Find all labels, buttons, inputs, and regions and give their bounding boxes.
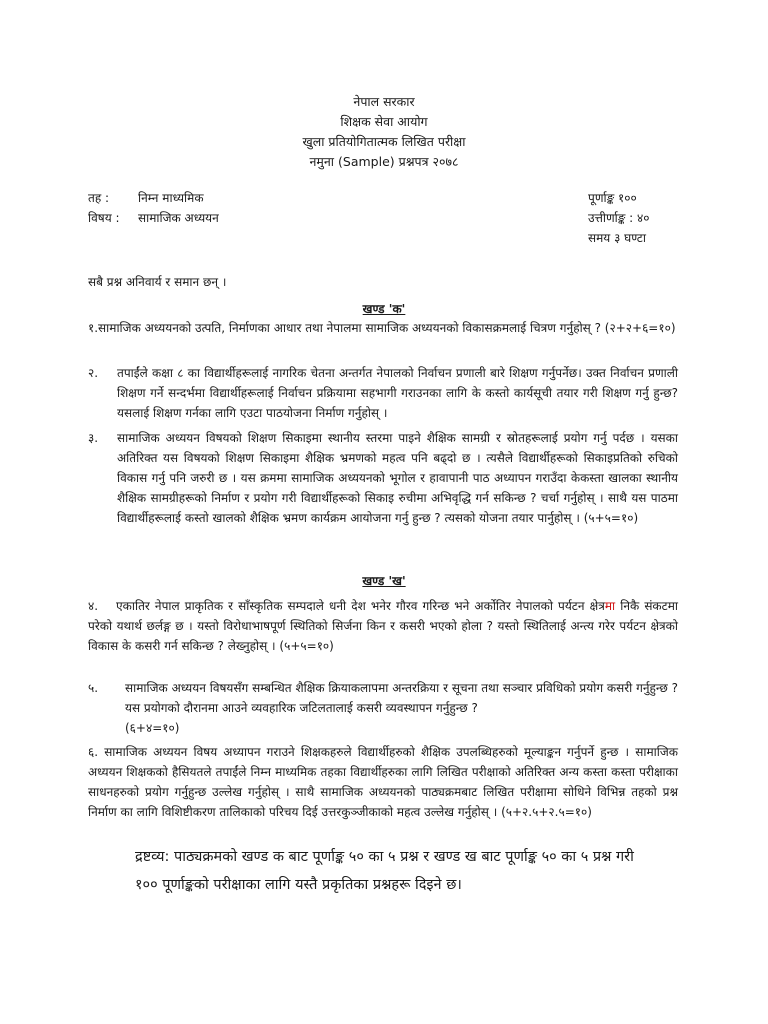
note-line-1: द्रष्टव्य: पाठ्यक्रमको खण्ड क बाट पूर्णाङ्क ५० का ५ प्रश्न र खण्ड ख बाट पूर्णाङ्क ५० का ५ प्रश्न गरी [135, 849, 634, 865]
question-3: सामाजिक अध्ययन विषयको शिक्षण सिकाइमा स्थानीय स्तरमा पाइने शैक्षिक सामग्री र स्रोतहरूलाई प्रयोग गर्नु पर्दछ । यसका अतिरिक्त यस विषयको शिक्षण सिकाइमा शैक्षिक भ्रमणको महत्व पनि बढ्दो छ । त्यसैले विद्यार्थीहरूको सिकाइप्रतिको रुचिको विकास गर्नु पनि जरुरी छ । यस क्रममा सामाजिक अध्ययनको भूगोल र हावापानी पाठ अध्यापन गराउँदा केकस्ता खालका स्थानीय शैक्षिक सामग्रीहरूको निर्माण र प्रयोग गरी विद्यार्थीहरूको सिकाइ रुचीमा अभिवृद्धि गर्न सकिन्छ ? चर्चा गर्नुहोस् । साथै यस पाठमा विद्यार्थीहरूलाई कस्तो खालको शैक्षिक भ्रमण कार्यक्रम आयोजना गर्नु हुन्छ ? त्यसको योजना तयार पार्नुहोस् । (५+५=१०) [117, 431, 678, 525]
instruction: सबै प्रश्न अनिवार्य र समान छन् । [88, 275, 227, 289]
question-4-highlight: मा [604, 599, 616, 613]
full-marks: पूर्णाङ्क १०० [588, 191, 637, 205]
level-value: निम्न माध्यमिक [138, 191, 204, 205]
question-6: ६. सामाजिक अध्ययन विषय अध्यापन गराउने शिक्षकहरुले विद्यार्थीहरुको शैक्षिक उपलब्धिहरुको मूल्याङ्कन गर्नुपर्ने हुन्छ । सामाजिक अध्ययन शिक्षकको हैसियतले तपाईंले निम्न माध्यमिक तहका विद्यार्थीहरुका लागि लिखित परीक्षाको अतिरिक्त अन्य कस्ता कस्ता परीक्षाका साधनहरुको प्रयोग गर्नुहुन्छ उल्लेख गर्नुहोस् । साथै सामाजिक अध्ययनको पाठ्यक्रमबाट लिखित परीक्षामा सोधिने विभिन्न तहको प्रश्न निर्माण का लागि विशिष्टीकरण तालिकाको परिचय दिई उत्तरकुञ्जीकाको महत्व उल्लेख गर्नुहोस् । (५+२.५+२.५=१०) [88, 745, 678, 819]
note-line-2: १०० पूर्णाङ्कको परीक्षाका लागि यस्तै प्रकृतिका प्रश्नहरू दिइने छ। [135, 877, 462, 893]
question-4: एकातिर नेपाल प्राकृतिक र साँस्कृतिक सम्पदाले धनी देश भनेर गौरव गरिन्छ भने अर्कोतिर नेपालको पर्यटन क्षेत्रमा निकै संकटमा परेको यथार्थ छर्लङ्ग छ । यस्तो विरोधाभाषपूर्ण स्थितिको सिर्जना किन र कसरी भएको होला ? यस्तो स्थितिलाई अन्त्य गरेर पर्यटन क्षेत्रको विकास के कसरी गर्न सकिन्छ ? लेख्नुहोस् । (५+५=१०) [88, 599, 678, 653]
time-allowed: समय ३ घण्टा [588, 231, 646, 245]
section-b-title: खण्ड 'ख' [362, 574, 406, 588]
question-5-number: ५. [88, 681, 99, 695]
question-4-number: ४. [88, 599, 99, 613]
question-2: तपाईंले कक्षा ८ का विद्यार्थीहरूलाई नागरिक चेतना अन्तर्गत नेपालको निर्वाचन प्रणाली बारे शिक्षण गर्नुपर्नेछ। उक्त निर्वाचन प्रणाली शिक्षण गर्ने सन्दर्भमा विद्यार्थीहरूलाई निर्वाचन प्रक्रियामा सहभागी गराउनका लागि के कस्तो कार्यसूची तयार गरी शिक्षण गर्नु हुन्छ? यसलाई शिक्षण गर्नका लागि एउटा पाठयोजना निर्माण गर्नुहोस् । [117, 366, 678, 420]
subject-label: विषय : [88, 211, 120, 225]
header-exam-type: खुला प्रतियोगितात्मक लिखित परीक्षा [302, 134, 466, 149]
question-5-marks: (६+४=१०) [125, 721, 180, 735]
question-2-number: २. [88, 366, 99, 380]
question-5: सामाजिक अध्ययन विषयसँग सम्बन्धित शैक्षिक क्रियाकलापमा अन्तरक्रिया र सूचना तथा सञ्चार प्रविधिको प्रयोग कसरी गर्नुहुन्छ ? यस प्रयोगको दौरानमा आउने व्यवहारिक जटिलतालाई कसरी व्यवस्थापन गर्नुहुन्छ ? (६+४=१०) [125, 681, 678, 735]
subject-value: सामाजिक अध्ययन [138, 211, 219, 225]
header-sample-paper: नमुना (Sample) प्रश्नपत्र २०७८ [309, 154, 459, 169]
header-government: नेपाल सरकार [353, 94, 415, 109]
header-commission: शिक्षक सेवा आयोग [340, 114, 428, 129]
question-3-number: ३. [88, 431, 99, 445]
level-label: तह : [88, 191, 110, 205]
question-4-marks: (५+५=१०) [279, 639, 334, 653]
pass-marks: उत्तीर्णाङ्क : ४० [588, 211, 650, 225]
question-1: १.सामाजिक अध्ययनको उत्पति, निर्माणका आधार तथा नेपालमा सामाजिक अध्ययनको विकासक्रमलाई चित्रण गर्नुहोस् ? (२+२+६=१०) [88, 321, 676, 335]
section-a-title: खण्ड 'क' [362, 302, 406, 316]
